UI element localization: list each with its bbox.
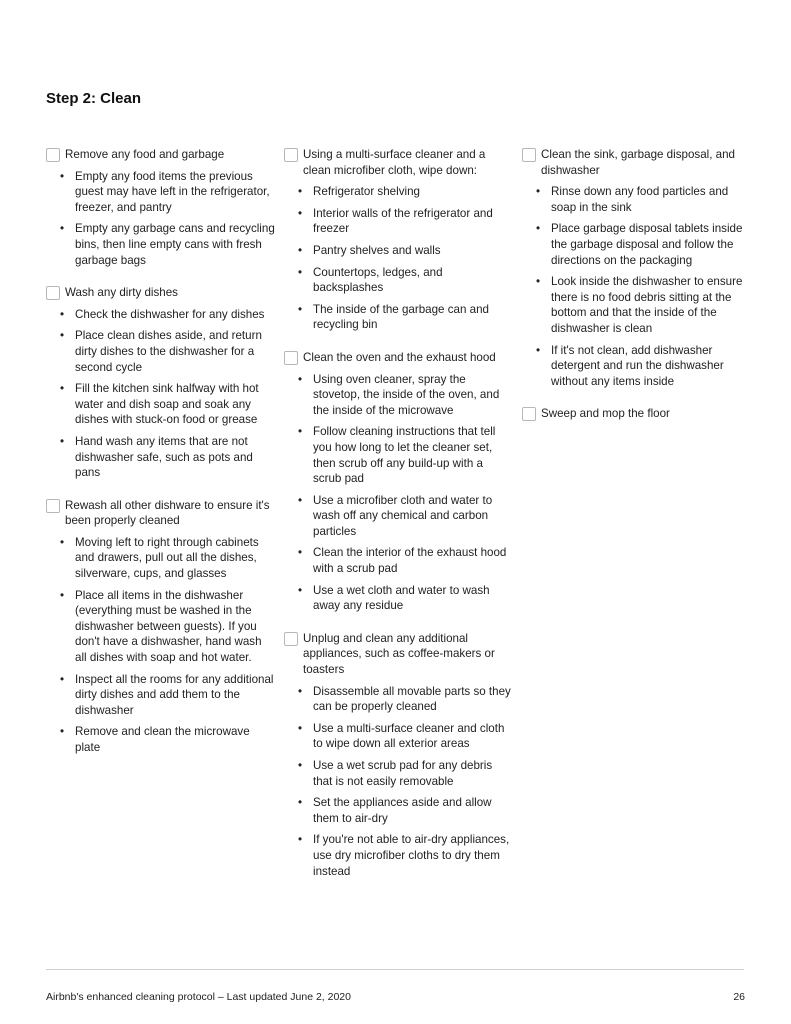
bullet-item: • Disassemble all movable parts so they can be properly cleaned: [295, 684, 514, 715]
checkbox[interactable]: [522, 148, 536, 162]
bullet-item: • If you're not able to air-dry appliances, use dry microfiber cloths to dry them instead: [295, 832, 514, 879]
bullet-item: • Moving left to right through cabinets and drawers, pull out all the dishes, silverware, cups, and glasses: [57, 535, 276, 582]
bullet-item: • Place garbage disposal tablets inside the garbage disposal and follow the directions on the packaging: [533, 221, 747, 268]
bullet-item: • Set the appliances aside and allow them to air-dry: [295, 795, 514, 826]
bullet-item: • Pantry shelves and walls: [295, 243, 514, 259]
bullet-item: • The inside of the garbage can and recycling bin: [295, 302, 514, 333]
checklist-item-label: Using a multi-surface cleaner and a clean microfiber cloth, wipe down:: [303, 148, 486, 177]
checklist-column-2: [284, 147, 514, 896]
checklist-item-header: [46, 498, 276, 529]
bullet-item: • Use a wet scrub pad for any debris that is not easily removable: [295, 758, 514, 789]
bullet-item: • Refrigerator shelving: [295, 184, 514, 200]
bullet-list: [284, 372, 514, 614]
checklist-item: [284, 147, 514, 333]
bullet-item: • Look inside the dishwasher to ensure there is no food debris sitting at the bottom and that the inside of the dishwasher is clean: [533, 274, 747, 336]
bullet-list: [522, 184, 747, 389]
bullet-item: • Use a wet cloth and water to wash away any residue: [295, 583, 514, 614]
bullet-item: • If it's not clean, add dishwasher detergent and run the dishwasher without any items inside: [533, 343, 747, 390]
checklist-item: [522, 147, 747, 389]
bullet-item: • Use a multi-surface cleaner and cloth to wipe down all exterior areas: [295, 721, 514, 752]
checklist-column-3: [522, 147, 747, 439]
checklist-item-label: Clean the oven and the exhaust hood: [303, 350, 496, 364]
bullet-item: • Clean the interior of the exhaust hood with a scrub pad: [295, 545, 514, 576]
checklist-item: [46, 147, 276, 268]
checkbox[interactable]: [284, 351, 298, 365]
bullet-list: [46, 169, 276, 269]
bullet-list: [46, 307, 276, 481]
checklist-column-1: [46, 147, 276, 773]
checklist-item-header: [284, 631, 514, 678]
bullet-item: • Place all items in the dishwasher (everything must be washed in the dishwasher between guests). If you don't have a dishwasher, hand wash all dishes with soap and hot water.: [57, 588, 276, 666]
bullet-item: • Interior walls of the refrigerator and freezer: [295, 206, 514, 237]
bullet-item: • Empty any garbage cans and recycling bins, then line empty cans with fresh garbage bags: [57, 221, 276, 268]
checklist-item-label: Sweep and mop the floor: [541, 407, 670, 421]
bullet-item: • Place clean dishes aside, and return dirty dishes to the dishwasher for a second cycle: [57, 328, 276, 375]
checklist-item-label: Clean the sink, garbage disposal, and dishwasher: [541, 148, 736, 177]
checkbox[interactable]: [46, 286, 60, 300]
checklist-item-label: Unplug and clean any additional appliances, such as coffee-makers or toasters: [303, 631, 495, 677]
bullet-item: • Fill the kitchen sink halfway with hot water and dish soap and soak any dishes with stuck-on food or grease: [57, 381, 276, 428]
checklist-item-header: [46, 147, 276, 163]
checklist-item-header: [284, 147, 514, 178]
checklist-item: [284, 631, 514, 879]
bullet-item: • Remove and clean the microwave plate: [57, 724, 276, 755]
bullet-item: • Countertops, ledges, and backsplashes: [295, 265, 514, 296]
checklist-item-header: [284, 350, 514, 366]
checkbox[interactable]: [46, 499, 60, 513]
bullet-item: • Use a microfiber cloth and water to wash off any chemical and carbon particles: [295, 493, 514, 540]
bullet-item: • Using oven cleaner, spray the stovetop, the inside of the oven, and the inside of the microwave: [295, 372, 514, 419]
checkbox[interactable]: [522, 407, 536, 421]
checklist-item-header: [522, 406, 747, 422]
checkbox[interactable]: [46, 148, 60, 162]
bullet-item: • Empty any food items the previous guest may have left in the refrigerator, freezer, and pantry: [57, 169, 276, 216]
bullet-list: [46, 535, 276, 756]
checklist-item: [522, 406, 747, 422]
bullet-item: • Hand wash any items that are not dishwasher safe, such as pots and pans: [57, 434, 276, 481]
footer-text: Airbnb's enhanced cleaning protocol – Last updated June 2, 2020: [46, 991, 351, 1003]
checkbox[interactable]: [284, 148, 298, 162]
checkbox[interactable]: [284, 632, 298, 646]
checklist-item-header: [522, 147, 747, 178]
page-title: Step 2: Clean: [46, 90, 142, 107]
page-number: 26: [733, 991, 745, 1003]
bullet-item: • Rinse down any food particles and soap in the sink: [533, 184, 747, 215]
checklist-item: [46, 285, 276, 481]
checklist-item-header: [46, 285, 276, 301]
bullet-item: • Follow cleaning instructions that tell you how long to let the cleaner set, then scrub off any build-up with a scrub pad: [295, 424, 514, 486]
checklist-item-label: Rewash all other dishware to ensure it's been properly cleaned: [65, 498, 270, 528]
checklist-item-label: Wash any dirty dishes: [65, 286, 178, 300]
bullet-item: • Check the dishwasher for any dishes: [57, 307, 276, 323]
footer-divider: [46, 969, 744, 970]
checklist-item-label: Remove any food and garbage: [65, 148, 225, 161]
bullet-list: [284, 684, 514, 880]
bullet-list: [284, 184, 514, 333]
checklist-item: [284, 350, 514, 614]
checklist-item: [46, 498, 276, 756]
bullet-item: • Inspect all the rooms for any additional dirty dishes and add them to the dishwasher: [57, 672, 276, 719]
